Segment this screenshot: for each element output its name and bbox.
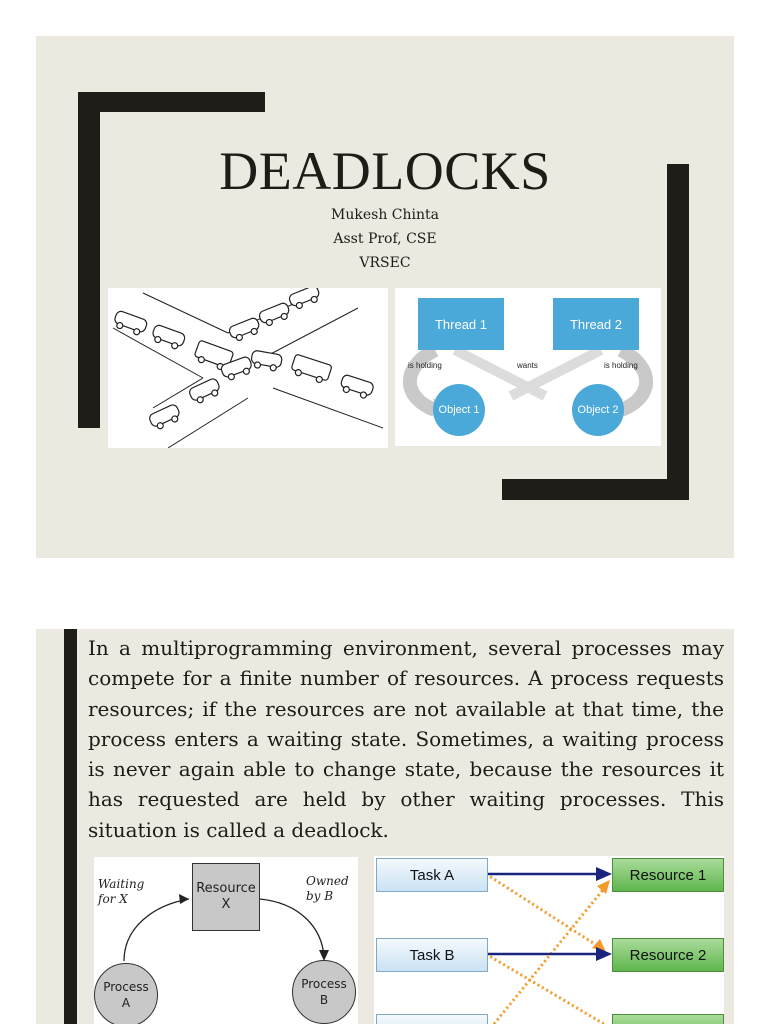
- resource-1-box: Resource 1: [612, 858, 724, 892]
- truck-icon: [290, 354, 332, 385]
- car-icon: [288, 288, 322, 311]
- resource-3-box-partial: [612, 1014, 724, 1024]
- resource-line2: X: [221, 897, 231, 912]
- car-icon: [258, 302, 292, 328]
- owned-arrow: [260, 899, 324, 957]
- author-role: Asst Prof, CSE: [333, 231, 437, 247]
- traffic-drawing: [108, 288, 388, 448]
- car-icon: [228, 317, 262, 343]
- accent-bar-top-left-horizontal: [78, 92, 265, 112]
- author-institution: VRSEC: [359, 255, 411, 271]
- arrowhead: [596, 867, 612, 881]
- process-a-line2: A: [121, 996, 131, 1010]
- resource-2-box: Resource 2: [612, 938, 724, 972]
- process-a-circle: [94, 963, 158, 1024]
- waiting-line1: Waiting: [98, 877, 145, 891]
- car-icon: [150, 324, 186, 351]
- title-slide: [36, 36, 734, 558]
- holding-arrow-left: [410, 350, 435, 410]
- thread1-box: Thread 1: [418, 298, 504, 350]
- thread-deadlock-diagram: [395, 288, 661, 446]
- author-name: Mukesh Chinta: [331, 207, 439, 223]
- process-resource-diagram: [94, 857, 358, 1024]
- slide-title: DEADLOCKS: [219, 141, 551, 201]
- holding-arrow-right: [621, 350, 646, 410]
- process-a-line1: Process: [103, 980, 149, 994]
- wants-label: wants: [517, 361, 538, 370]
- task-b-box: Task B: [376, 938, 488, 972]
- accent-bar-bottom-right-horizontal: [502, 479, 689, 500]
- waiting-line2: for X: [98, 892, 128, 906]
- owned-line2: by B: [306, 889, 334, 903]
- road-line: [168, 398, 248, 448]
- is-holding-right-label: is holding: [604, 361, 638, 370]
- waiting-for-x-label: [98, 877, 144, 907]
- traffic-gridlock-image: [108, 288, 388, 448]
- car-icon: [250, 350, 282, 372]
- owned-by-b-label: [306, 874, 349, 904]
- object2-circle: Object 2: [572, 384, 624, 436]
- is-holding-left-label: is holding: [408, 361, 442, 370]
- arrowhead: [179, 894, 189, 904]
- resource-line1: Resource: [196, 881, 256, 896]
- object1-circle: Object 1: [433, 384, 485, 436]
- task-resource-diagram: [374, 856, 724, 1024]
- resource-x-box: [192, 863, 260, 931]
- task-c-box-partial: [376, 1014, 488, 1024]
- car-icon: [112, 310, 148, 337]
- deadlock-definition-paragraph: In a multiprogramming environment, several processes may compete for a finite number of resources. A process requests resources; if the resources are not available at that time, the process enters a waiting state. Sometimes, a waiting process is never again able to change state, because the resources it has requested are held by other waiting processes. This situation is called a deadlock.: [88, 636, 724, 842]
- dotted-orange-arrow: [486, 954, 604, 1024]
- task-a-box: Task A: [376, 858, 488, 892]
- process-b-line2: B: [319, 993, 329, 1007]
- thread2-box: Thread 2: [553, 298, 639, 350]
- definition-slide: [36, 629, 734, 1024]
- owned-line1: Owned: [306, 874, 349, 888]
- waiting-arrow: [124, 899, 189, 961]
- process-b-line1: Process: [301, 977, 347, 991]
- arrowhead: [597, 880, 610, 894]
- process-b-circle: [292, 960, 356, 1024]
- car-icon: [339, 374, 375, 400]
- accent-bar-left: [64, 629, 77, 1024]
- car-icon: [188, 377, 222, 405]
